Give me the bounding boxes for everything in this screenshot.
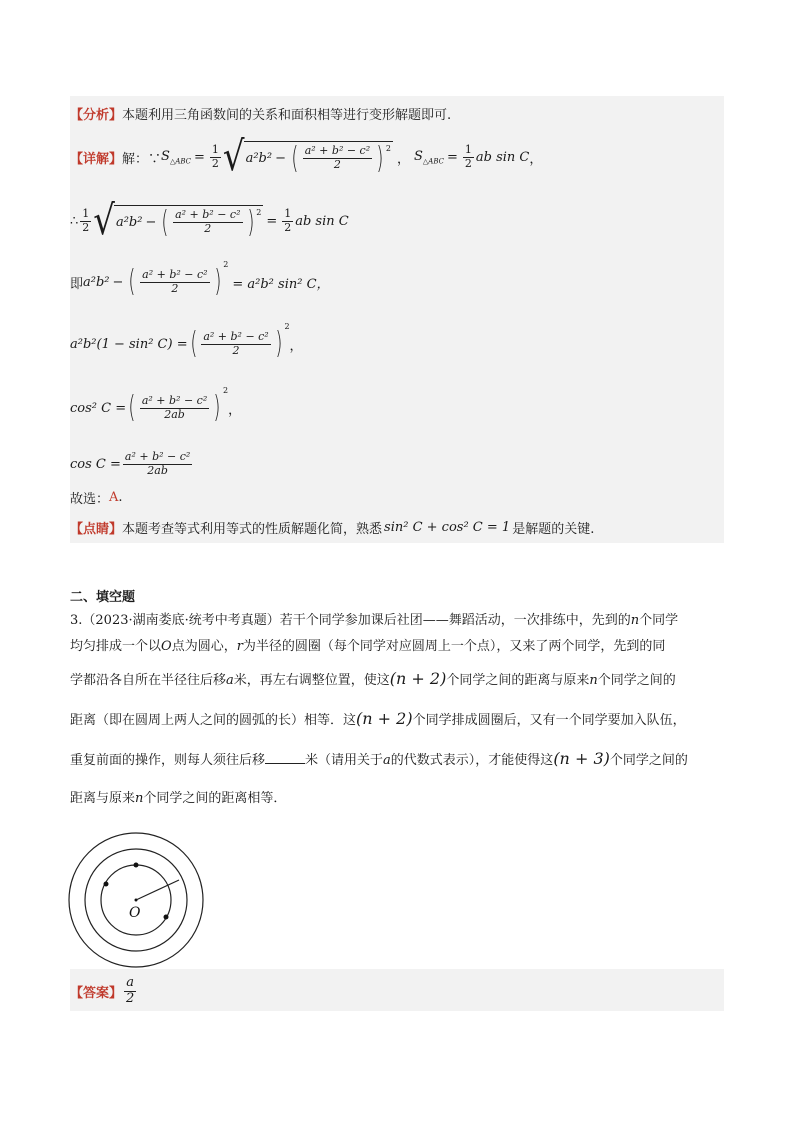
radius-line [136, 880, 179, 900]
concentric-circles-figure [66, 830, 206, 970]
student-point-1 [134, 863, 139, 868]
detail-line-3: 即 a²b² − ( $\frac{\text{a² + b² − c²}}{2}$ ) $^2$ = a²b² sin² C， [70, 260, 330, 299]
detail-line-4: a²b²(1 − sin² C) = ( $\frac{\text{a² + b² − c²}}{2}$ ) $^2$ ， [70, 322, 303, 361]
student-point-3 [164, 915, 169, 920]
detail-line-5: cos² C = ( $\frac{\text{a² + b² − c²}}{2ab}$ ) $^2$ ， [70, 386, 242, 425]
center-point [135, 899, 138, 902]
analysis-tag: 【分析】 [70, 108, 123, 123]
heron-sqrt: √ a²b² − ( $\frac{\text{a² + b² − c²}}{2}$ ) $^2$ [222, 133, 391, 181]
detail-line-2: ∴ $\frac{1}{2}$ √ a²b² − ( $\frac{\text{a² + b² − c²}}{2}$ ) $^2$ = $\frac{1}{2}$ ab sin C [70, 197, 349, 245]
solution-panel [70, 96, 724, 543]
answer-panel [70, 969, 724, 1011]
area-symbol-1: $S_{\triangle ABC}$ [161, 148, 192, 166]
answer-tag: 【答案】 [70, 985, 123, 1001]
detail-lead: 解：∵ [122, 151, 162, 167]
question-line-3: 学都沿各自所在半径往后移a米，再左右调整位置，使这(n + 2)个同学之间的距离与原来n个同学之间的 [70, 669, 676, 688]
identity-formula: sin² C + cos² C = 1 [384, 520, 511, 535]
answer-blank[interactable] [265, 751, 305, 764]
choose-answer: A [109, 490, 119, 505]
question-block [70, 611, 730, 813]
detail-tag: 【详解】 [70, 151, 123, 167]
question-line-4: 距离（即在圆周上两人之间的圆弧的长）相等．这(n + 2)个同学排成圆圈后，又有一个同学要加入队伍， [70, 709, 686, 728]
question-line-1: 3.（2023·湖南娄底·统考中考真题）若干个同学参加课后社团——舞蹈活动，一次排练中，先到的n个同学 [70, 613, 679, 628]
half-fraction: $\frac{1}{2}$ [211, 142, 219, 170]
student-point-2 [104, 882, 109, 887]
analysis-line [70, 104, 451, 123]
center-label: O [129, 905, 141, 921]
question-line-6: 距离与原来n个同学之间的距离相等． [70, 791, 287, 806]
answer-fraction: $\frac{a}{2}$ [126, 974, 135, 1006]
analysis-text: 本题利用三角函数间的关系和面积相等进行变形解题即可. [122, 108, 452, 123]
dianjing-line: 【点睛】 本题考查等式利用等式的性质解题化简，熟悉 sin² C + cos² C = 1 是解题的关键. [70, 520, 595, 537]
choose-line: 故选： A . [70, 490, 123, 507]
detail-line-6: cos C = $\frac{\text{a² + b² − c²}}{2ab}$ [70, 449, 191, 477]
dianjing-tag: 【点睛】 [70, 522, 123, 537]
detail-line-1: 【详解】 解：∵ $S_{\triangle ABC}$ = $\frac{1}{2}$ √ a²b² − ( $\frac{\text{a² + b² − c²}}{2}$ ) $^2$ ， $S_{\triangle ABC}$ = $\frac{1}{2}$ ab sin C ， [70, 133, 543, 181]
question-line-5: 重复前面的操作，则每人须往后移 米（请用关于a的代数式表示），才能使得这(n + 3)个同学之间的 [70, 749, 688, 768]
section-title: 二、填空题 [70, 590, 136, 605]
question-line-2: 均匀排成一个以O点为圆心，r为半径的圆圈（每个同学对应圆周上一个点），又来了两个同学，先到的同 [70, 639, 666, 654]
area-symbol-2: $S_{\triangle ABC}$ [413, 148, 444, 166]
